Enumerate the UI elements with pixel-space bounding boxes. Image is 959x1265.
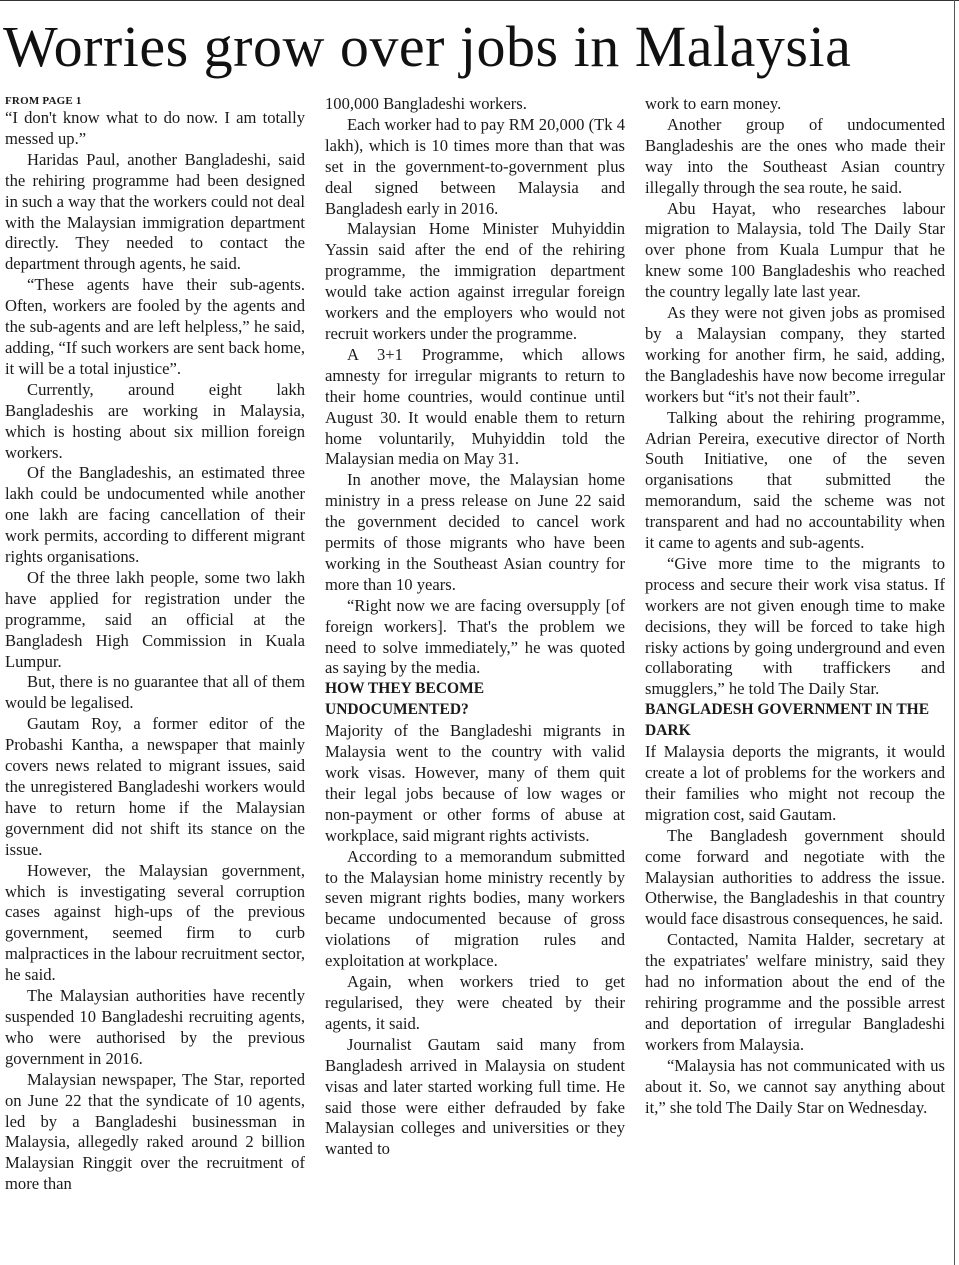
- paragraph: A 3+1 Programme, which allows amnesty for irregular migrants to return to their home countries, would continue until August 30. It would enable them to return home voluntarily, Muhyiddin told the Malaysian media on May 31.: [325, 344, 625, 469]
- headline: Worries grow over jobs in Malaysia: [3, 14, 852, 79]
- paragraph: “Give more time to the migrants to process and secure their work visa status. If workers are not given enough time to make decisions, they will be forced to take high risky actions by going underground and even collaborating with traffickers and smugglers,” he told The Daily Star.: [645, 553, 945, 699]
- subheading: BANGLADESH GOVERNMENT IN THE DARK: [645, 701, 930, 740]
- paragraph: Of the three lakh people, some two lakh have applied for registration under the programme, said an official at the Bangladesh High Commission in Kuala Lumpur.: [5, 567, 305, 671]
- paragraph: “Right now we are facing oversupply [of foreign workers]. That's the problem we need to solve immediately,” he was quoted as saying by the media.: [325, 595, 625, 678]
- paragraph: Journalist Gautam said many from Bangladesh arrived in Malaysia on student visas and later started working full time. He said those were either defrauded by fake Malaysian colleges and universities or they wanted to: [325, 1034, 625, 1159]
- jump-kicker: FROM PAGE 1: [5, 95, 82, 107]
- paragraph: Haridas Paul, another Bangladeshi, said the rehiring programme had been designed in such a way that the workers could not deal with the Malaysian immigration department directly. They needed to contact the department through agents, he said.: [5, 149, 305, 274]
- paragraph: work to earn money.: [645, 94, 782, 113]
- paragraph: If Malaysia deports the migrants, it would create a lot of problems for the workers and their families who might not recoup the migration cost, said Gautam.: [645, 742, 945, 824]
- paragraph: Again, when workers tried to get regularised, they were cheated by their agents, it said.: [325, 972, 625, 1033]
- article-body: [0, 94, 959, 1262]
- paragraph: But, there is no guarantee that all of them would be legalised.: [5, 672, 305, 713]
- paragraph: Another group of undocumented Bangladeshis are the ones who made their way into the Southeast Asian country illegally through the sea route, he said.: [645, 114, 945, 197]
- paragraph: “I don't know what to do now. I am totally messed up.”: [5, 108, 305, 148]
- paragraph: The Malaysian authorities have recently suspended 10 Bangladeshi recruiting agents, who were authorised by the previous government in 2016.: [5, 986, 305, 1068]
- column-3: [645, 94, 945, 1262]
- paragraph: Each worker had to pay RM 20,000 (Tk 4 lakh), which is 10 times more than that was set in the government-to-government plus deal signed between Malaysia and Bangladesh early in 2016.: [325, 114, 625, 218]
- paragraph: In another move, the Malaysian home ministry in a press release on June 22 said the government decided to cancel work permits of those migrants who have been working in the Southeast Asian country for more than 10 years.: [325, 470, 625, 594]
- paragraph: Malaysian newspaper, The Star, reported on June 22 that the syndicate of 10 agents, led by a Bangladeshi businessman in Malaysia, allegedly raked around 2 billion Malaysian Ringgit over the recruitment of more than: [5, 1069, 305, 1194]
- paragraph: The Bangladesh government should come forward and negotiate with the Malaysian authorities to address the issue. Otherwise, the Bangladeshis in that country would face disastrous consequences, he said.: [645, 825, 945, 929]
- paragraph: Currently, around eight lakh Bangladeshis are working in Malaysia, which is hosting about six million foreign workers.: [5, 379, 305, 462]
- paragraph: However, the Malaysian government, which is investigating several corruption cases against high-ups of the previous government, seemed firm to curb malpractices in the labour recruitment sector, he said.: [5, 860, 305, 985]
- paragraph: 100,000 Bangladeshi workers.: [325, 94, 527, 113]
- paragraph: Malaysian Home Minister Muhyiddin Yassin said after the end of the rehiring programme, the immigration department would take action against irregular foreign workers and the employers who would not recruit workers under the programme.: [325, 219, 625, 343]
- paragraph: Contacted, Namita Halder, secretary at the expatriates' welfare ministry, said they had no information about the end of the rehiring programme and the possible arrest and deportation of irregular Bangladeshi workers from Malaysia.: [645, 930, 945, 1054]
- top-rule: [0, 0, 959, 1]
- paragraph: As they were not given jobs as promised by a Malaysian company, they started working for another firm, he said, adding, the Bangladeshis have now become irregular workers but “it's not their fault”.: [645, 303, 945, 406]
- subheading: HOW THEY BECOME UNDOCUMENTED?: [325, 680, 485, 719]
- column-2: [325, 94, 625, 1262]
- paragraph: Abu Hayat, who researches labour migration to Malaysia, told The Daily Star over phone from Kuala Lumpur that he knew some 100 Bangladeshis who reached the country legally late last year.: [645, 198, 945, 302]
- paragraph: Of the Bangladeshis, an estimated three lakh could be undocumented while another one lakh are facing cancellation of their work permits, according to different migrant rights organisations.: [5, 463, 305, 567]
- paragraph: According to a memorandum submitted to the Malaysian home ministry recently by seven migrant rights bodies, many workers became undocumented because of gross violations of migration rules and exploitation at workplace.: [325, 846, 625, 971]
- paragraph: “Malaysia has not communicated with us about it. So, we cannot say anything about it,” she told The Daily Star on Wednesday.: [645, 1055, 945, 1117]
- paragraph: Gautam Roy, a former editor of the Probashi Kantha, a newspaper that mainly covers news related to migrant issues, said the unregistered Bangladeshi workers would have to return home if the Malaysian government did not shift its stance on the issue.: [5, 714, 305, 859]
- column-1: [5, 94, 305, 1262]
- paragraph: “These agents have their sub-agents. Often, workers are fooled by the agents and the sub-agents and are left helpless,” he said, adding, “If such workers are sent back home, it will be a total injustice”.: [5, 275, 305, 378]
- paragraph: Majority of the Bangladeshi migrants in Malaysia went to the country with valid work visas. However, many of them quit their legal jobs because of low wages or non-payment or other forms of abuse at workplace, said migrant rights activists.: [325, 721, 625, 845]
- paragraph: Talking about the rehiring programme, Adrian Pereira, executive director of North South Initiative, one of the seven organisations that submitted the memorandum, said the scheme was not transparent and had no accountability when it came to agents and sub-agents.: [645, 407, 945, 553]
